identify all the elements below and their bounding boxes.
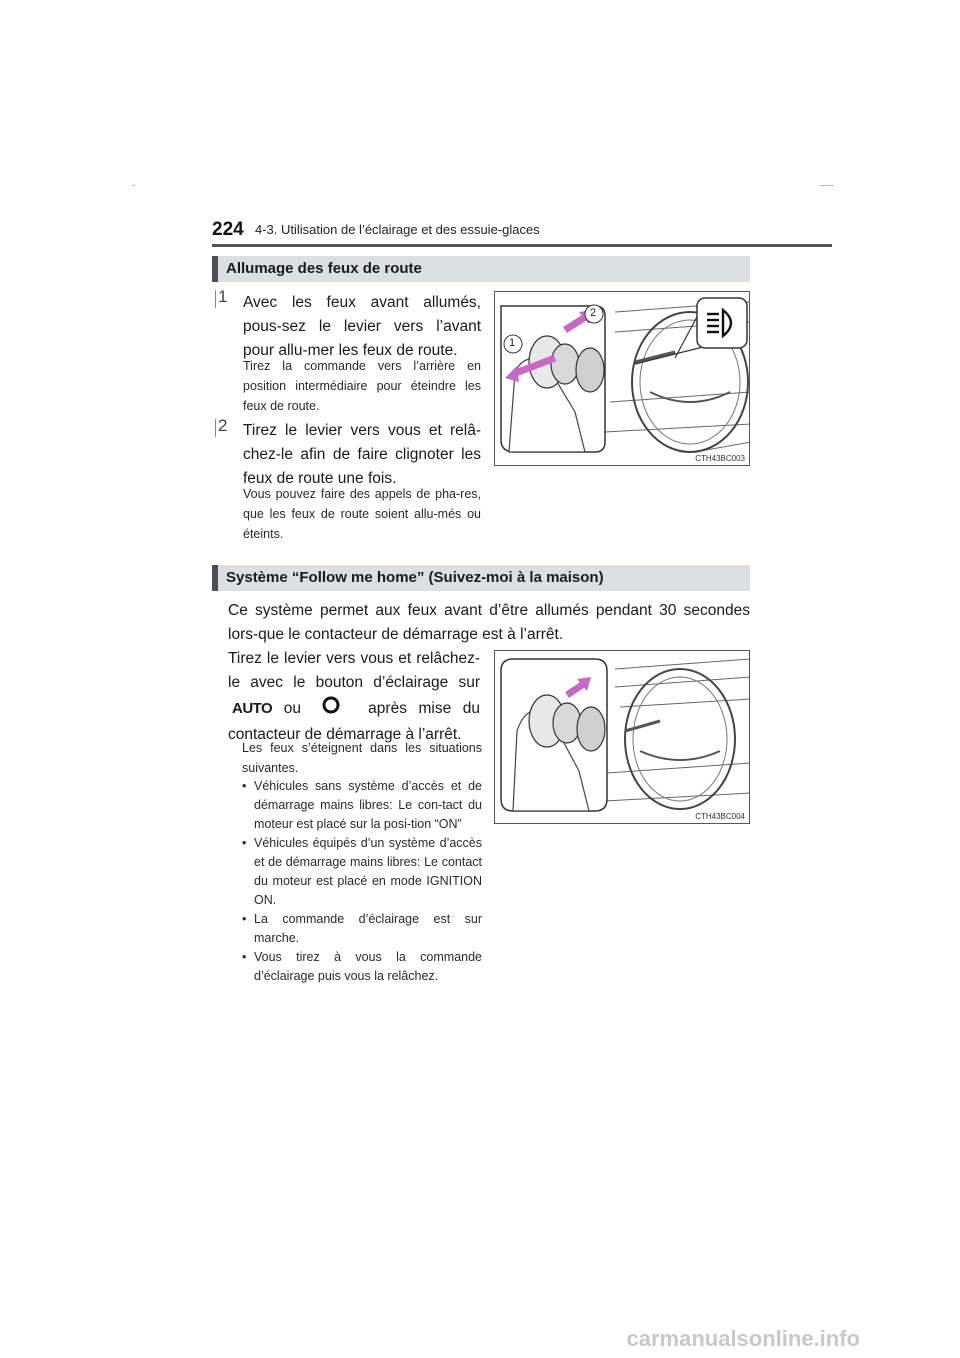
crop-mark-left (132, 185, 135, 186)
high-beam-lever-illustration (494, 291, 750, 466)
page-number: 224 (212, 219, 244, 240)
lever-diagram-icon (495, 292, 750, 466)
instruction-part-1: Tirez le levier vers vous et relâchez-le avec le bouton d’éclairage sur (228, 650, 480, 691)
header-rule (212, 244, 832, 247)
auto-icon: AUTO (232, 700, 273, 717)
follow-me-home-note: Les feux s’éteignent dans les situations suivantes. (242, 741, 482, 775)
lever-pull-diagram-icon (495, 651, 750, 824)
instruction-part-2: après mise du contacteur de démarrage à l’arrêt. (228, 700, 481, 743)
conditions-list (242, 777, 482, 986)
list-item: • La commande d’éclairage est sur marche. (242, 910, 482, 948)
figure-caption: CTH43BC004 (695, 812, 745, 821)
step1-note: Tirez la commande vers l’arrière en position intermédiaire pour éteindre les feux de route. (243, 359, 481, 413)
crop-mark-right (820, 185, 834, 186)
headlight-ring-icon (321, 695, 341, 723)
follow-me-home-intro: Ce système permet aux feux avant d’être allumés pendant 30 secondes lors-que le contacteur de démarrage est à l’arrêt. (228, 602, 750, 643)
step-number-2: 2 (218, 416, 236, 438)
instruction-or: ou (283, 700, 302, 718)
figure-caption: CTH43BC003 (695, 454, 745, 463)
step2-note: Vous pouvez faire des appels de pha-res, que les feux de route soient allu-més ou éteints. (243, 487, 481, 541)
list-item: • Véhicules sans système d’accès et de démarrage mains libres: Le con-tact du moteur est placé sur la posi-tion “ON” (242, 777, 482, 834)
list-item: • Vous tirez à vous la commande d’éclairage puis vous la relâchez. (242, 948, 482, 986)
running-title: 4-3. Utilisation de l’éclairage et des essuie-glaces (255, 222, 540, 237)
callout-number-2: 2 (590, 307, 597, 319)
watermark: carmanualsonline.info (626, 1326, 860, 1351)
follow-me-home-instruction (228, 647, 480, 747)
step2-text: Tirez le levier vers vous et relâ-chez-le afin de faire clignoter les feux de route une fois. (243, 422, 481, 487)
callout-number-1: 1 (509, 337, 516, 349)
step1-text: Avec les feux avant allumés, pous-sez le levier vers l’avant pour allu-mer les feux de route. (243, 294, 481, 359)
follow-me-home-illustration (494, 650, 750, 824)
step-number-1: 1 (218, 287, 236, 309)
section-title-follow-me-home: Système “Follow me home” (Suivez-moi à la maison) (212, 565, 750, 591)
section-title-high-beam: Allumage des feux de route (212, 256, 750, 282)
list-item: • Véhicules équipés d’un système d’accès et de démarrage mains libres: Le contact du moteur est placé en mode IGNITION ON. (242, 834, 482, 910)
